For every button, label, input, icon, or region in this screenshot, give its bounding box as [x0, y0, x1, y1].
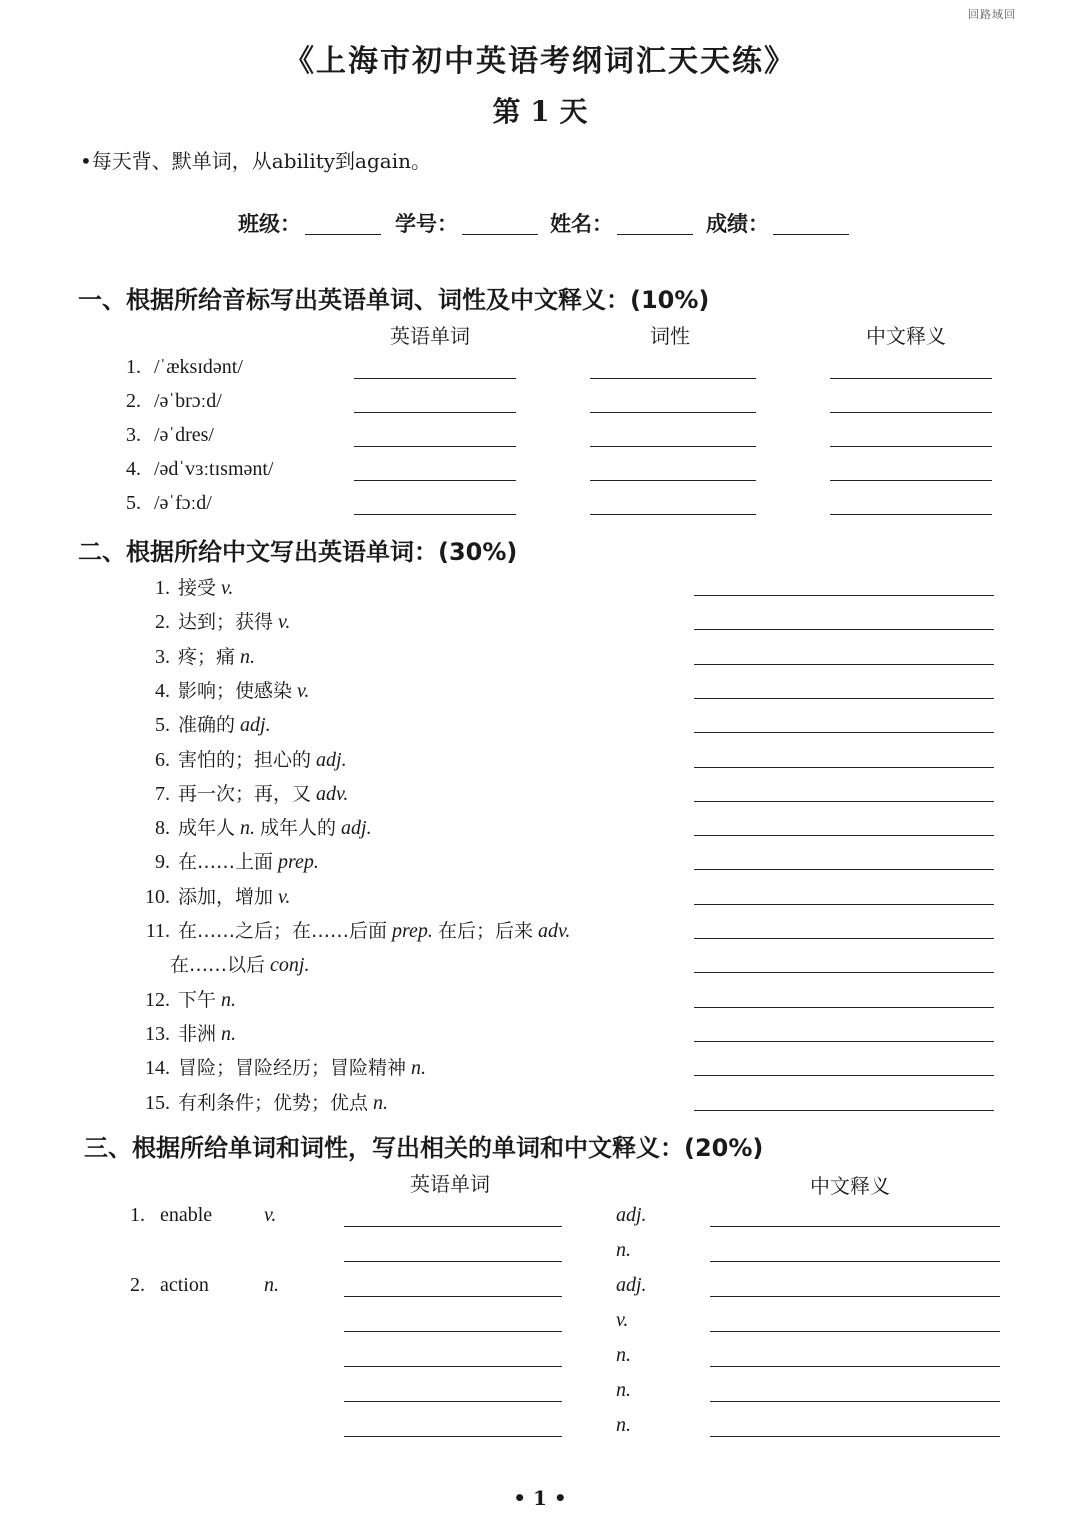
item-number: 14.: [145, 1057, 170, 1080]
target-pos: v.: [616, 1309, 629, 1331]
chinese-meaning: 有利条件；优势；优点: [178, 1091, 369, 1114]
list-item: [130, 607, 290, 634]
part-of-speech: v.: [278, 611, 291, 634]
section1-col-pos: 词性: [650, 324, 690, 348]
target-pos: n.: [616, 1344, 631, 1366]
answer-word-line[interactable]: [354, 378, 516, 379]
name-label: 姓名：: [550, 211, 613, 236]
given-pos: n.: [264, 1274, 279, 1296]
answer-word-line[interactable]: [344, 1331, 562, 1332]
answer-pos-line[interactable]: [590, 446, 756, 447]
answer-pos-line[interactable]: [590, 378, 756, 379]
part-of-speech: n.: [411, 1057, 427, 1080]
item-number: 1.: [130, 1204, 145, 1226]
part-of-speech: adv.: [316, 782, 349, 805]
answer-meaning-line[interactable]: [710, 1331, 1000, 1332]
item-number: 6.: [155, 748, 170, 771]
answer-line[interactable]: [694, 1110, 994, 1111]
chinese-meaning: 成年人: [178, 817, 236, 840]
item-number: 7.: [155, 782, 170, 805]
item-number: 2.: [126, 390, 141, 412]
item-number: 1.: [126, 356, 141, 378]
item-number: 1.: [155, 577, 170, 599]
target-pos: n.: [616, 1379, 631, 1401]
part-of-speech: n.: [221, 1022, 237, 1045]
answer-line[interactable]: [694, 1075, 994, 1076]
score-label: 成绩：: [706, 211, 769, 236]
answer-pos-line[interactable]: [590, 480, 756, 481]
answer-word-line[interactable]: [354, 412, 516, 413]
section3-heading: 三、根据所给单词和词性，写出相关的单词和中文释义：(20%): [84, 1134, 764, 1162]
phonetic-text: /ədˈvɜːtɪsmənt/: [154, 458, 274, 480]
answer-word-line[interactable]: [344, 1226, 562, 1227]
answer-word-line[interactable]: [344, 1261, 562, 1262]
answer-line[interactable]: [694, 664, 994, 665]
number-blank[interactable]: [462, 234, 538, 235]
phonetic-text: /əˈfɔːd/: [154, 492, 212, 514]
answer-line[interactable]: [694, 1041, 994, 1042]
answer-word-line[interactable]: [344, 1436, 562, 1437]
answer-meaning-line[interactable]: [830, 446, 992, 447]
item-number: 5.: [126, 492, 141, 514]
target-pos: adj.: [616, 1274, 647, 1296]
item-number: 11.: [145, 920, 170, 942]
chinese-meaning: 害怕的；担心的: [178, 748, 312, 771]
chinese-meaning: 冒险；冒险经历；冒险精神: [178, 1057, 407, 1080]
chinese-meaning: 再一次；再，又: [178, 782, 312, 805]
chinese-meaning: 下午: [178, 988, 217, 1011]
chinese-meaning-2: 在后；后来: [437, 920, 533, 942]
answer-word-line[interactable]: [354, 446, 516, 447]
item-number: 3.: [126, 424, 141, 446]
list-item: [130, 745, 347, 772]
list-item: [130, 916, 570, 943]
section1-col-meaning: 中文释义: [866, 324, 946, 348]
item-number: 3.: [155, 645, 170, 668]
item-number: 5.: [155, 714, 170, 737]
part-of-speech: prep.: [392, 920, 433, 942]
item-number: 15.: [145, 1091, 170, 1114]
answer-line[interactable]: [694, 972, 994, 973]
answer-meaning-line[interactable]: [710, 1226, 1000, 1227]
target-pos: n.: [616, 1239, 631, 1261]
item-number: 9.: [155, 851, 170, 874]
list-item: [130, 847, 319, 874]
score-blank[interactable]: [773, 234, 849, 235]
answer-meaning-line[interactable]: [830, 412, 992, 413]
answer-line[interactable]: [694, 767, 994, 768]
list-item: [130, 882, 290, 909]
class-blank[interactable]: [305, 234, 381, 235]
corner-code: 回路域回: [968, 8, 1016, 21]
class-label: 班级：: [238, 211, 301, 236]
section2-heading: 二、根据所给中文写出英语单词：(30%): [78, 538, 518, 566]
number-label: 学号：: [395, 211, 458, 236]
answer-meaning-line[interactable]: [830, 378, 992, 379]
name-blank[interactable]: [617, 234, 693, 235]
answer-pos-line[interactable]: [590, 412, 756, 413]
item-number: 12.: [145, 988, 170, 1011]
answer-line[interactable]: [694, 801, 994, 802]
answer-word-line[interactable]: [354, 514, 516, 515]
chinese-meaning: 疼；痛: [178, 645, 236, 668]
chinese-meaning: 在……以后: [170, 954, 266, 977]
answer-word-line[interactable]: [354, 480, 516, 481]
phonetic-text: /əˈdres/: [154, 424, 214, 446]
item-number: 10.: [145, 885, 170, 908]
part-of-speech: prep.: [278, 851, 319, 874]
part-of-speech: n.: [373, 1091, 389, 1114]
chinese-meaning: 准确的: [178, 714, 236, 737]
list-item: [130, 779, 348, 806]
answer-meaning-line[interactable]: [710, 1296, 1000, 1297]
part-of-speech-2: adj.: [341, 817, 372, 840]
target-pos: n.: [616, 1414, 631, 1436]
chinese-meaning: 在……之后；在……后面: [178, 920, 388, 942]
answer-meaning-line[interactable]: [710, 1401, 1000, 1402]
instruction: •每天背、默单词，从ability到again。: [80, 149, 431, 173]
section3-col-word: 英语单词: [410, 1172, 490, 1196]
list-item: [130, 813, 372, 840]
given-word: enable: [160, 1204, 213, 1226]
answer-line[interactable]: [694, 1007, 994, 1008]
score-field[interactable]: [706, 208, 849, 238]
answer-line[interactable]: [694, 629, 994, 630]
list-item: [130, 1053, 426, 1080]
answer-line[interactable]: [694, 938, 994, 939]
answer-meaning-line[interactable]: [710, 1436, 1000, 1437]
part-of-speech-2: adv.: [537, 920, 571, 942]
answer-line[interactable]: [694, 904, 994, 905]
chinese-meaning: 达到；获得: [178, 611, 274, 634]
part-of-speech: n.: [221, 988, 237, 1011]
part-of-speech: v.: [297, 679, 310, 702]
part-of-speech: conj.: [270, 954, 310, 977]
chinese-meaning-2: 成年人的: [260, 817, 337, 840]
given-pos: v.: [264, 1204, 277, 1226]
phonetic-text: /ˈæksɪdənt/: [154, 356, 243, 378]
part-of-speech: n.: [240, 817, 256, 840]
name-field[interactable]: [550, 208, 693, 238]
answer-meaning-line[interactable]: [710, 1261, 1000, 1262]
chinese-meaning: 影响；使感染: [178, 679, 293, 702]
class-field[interactable]: [238, 208, 381, 238]
day-heading: 第 1 天: [492, 95, 588, 128]
target-pos: adj.: [616, 1204, 647, 1226]
list-item: [170, 950, 309, 977]
section1-col-word: 英语单词: [390, 324, 470, 348]
list-item: [130, 985, 236, 1012]
list-item: [130, 1019, 236, 1046]
page-title: 《上海市初中英语考纲词汇天天练》: [284, 44, 796, 79]
page-number: • 1 •: [513, 1486, 567, 1510]
item-number: 13.: [145, 1022, 170, 1045]
item-number: 4.: [126, 458, 141, 480]
item-number: 8.: [155, 817, 170, 840]
part-of-speech: adj.: [316, 748, 347, 771]
given-word: action: [160, 1274, 209, 1296]
section3-col-meaning: 中文释义: [810, 1174, 890, 1198]
part-of-speech: v.: [278, 885, 291, 908]
item-number: 2.: [130, 1274, 145, 1296]
list-item: [130, 710, 271, 737]
answer-line[interactable]: [694, 698, 994, 699]
answer-meaning-line[interactable]: [830, 514, 992, 515]
answer-meaning-line[interactable]: [710, 1366, 1000, 1367]
chinese-meaning: 非洲: [178, 1022, 217, 1045]
list-item: [130, 573, 233, 600]
section1-heading: 一、根据所给音标写出英语单词、词性及中文释义：(10%): [78, 286, 710, 314]
item-number: 2.: [155, 611, 170, 634]
answer-line[interactable]: [694, 835, 994, 836]
phonetic-text: /əˈbrɔːd/: [154, 390, 222, 412]
answer-pos-line[interactable]: [590, 514, 756, 515]
answer-line[interactable]: [694, 869, 994, 870]
chinese-meaning: 添加，增加: [178, 885, 274, 908]
answer-word-line[interactable]: [344, 1296, 562, 1297]
list-item: [130, 642, 255, 669]
chinese-meaning: 在……上面: [178, 851, 274, 874]
item-number: 4.: [155, 679, 170, 702]
answer-line[interactable]: [694, 732, 994, 733]
chinese-meaning: 接受: [178, 577, 217, 599]
answer-meaning-line[interactable]: [830, 480, 992, 481]
list-item: [130, 1088, 388, 1115]
answer-line[interactable]: [694, 595, 994, 596]
list-item: [130, 676, 309, 703]
part-of-speech: n.: [240, 645, 256, 668]
answer-word-line[interactable]: [344, 1366, 562, 1367]
answer-word-line[interactable]: [344, 1401, 562, 1402]
part-of-speech: v.: [221, 577, 234, 599]
part-of-speech: adj.: [240, 714, 271, 737]
number-field[interactable]: [395, 208, 538, 238]
